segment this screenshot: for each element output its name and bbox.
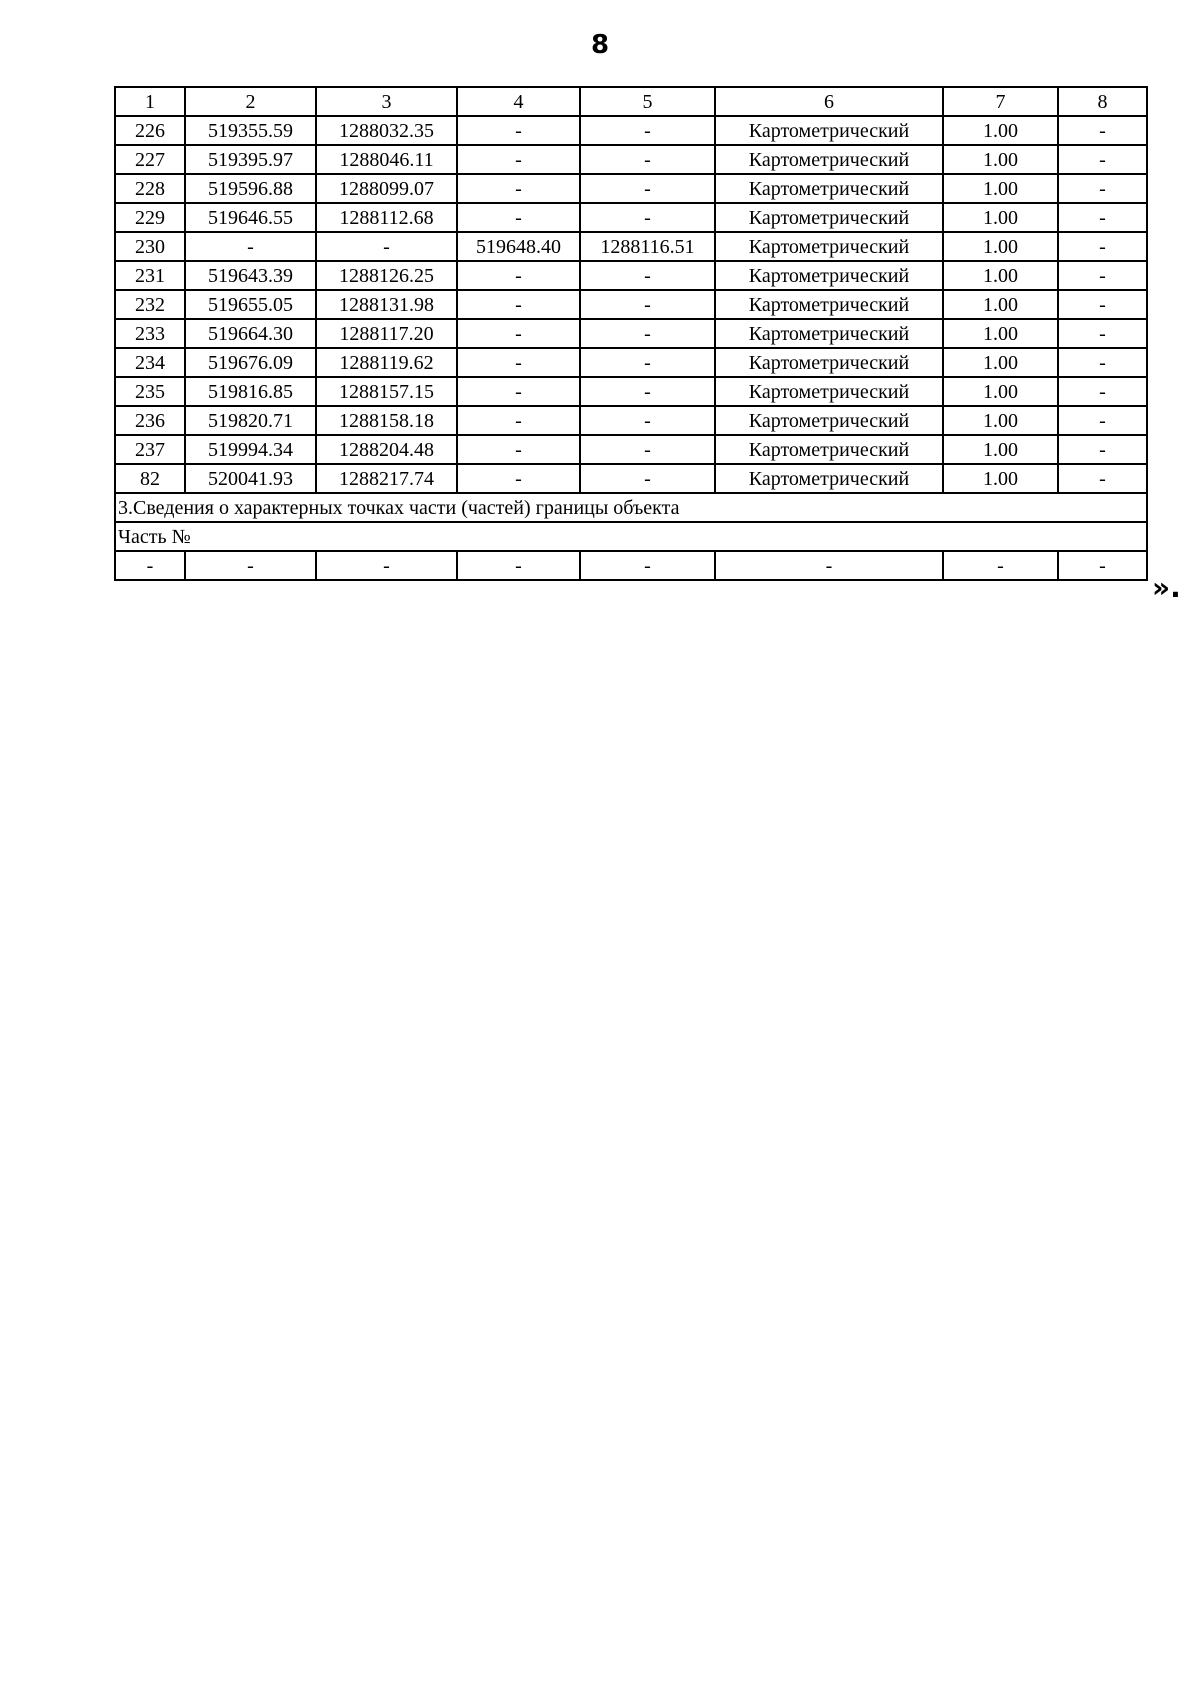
- table-row: [115, 290, 1147, 319]
- table-cell: Картометрический: [715, 435, 943, 464]
- table-row: [115, 348, 1147, 377]
- table-cell: -: [457, 406, 580, 435]
- table-cell: -: [1058, 261, 1147, 290]
- table-cell: 520041.93: [185, 464, 316, 493]
- table-cell: -: [580, 203, 715, 232]
- table-cell: 230: [115, 232, 185, 261]
- table-cell: 1.00: [943, 464, 1058, 493]
- table-cell: -: [457, 174, 580, 203]
- table-cell: 1288116.51: [580, 232, 715, 261]
- table-row: [115, 406, 1147, 435]
- table-cell: Картометрический: [715, 348, 943, 377]
- part-label-row: [115, 522, 1147, 551]
- table-cell: -: [580, 377, 715, 406]
- table-cell: 1.00: [943, 174, 1058, 203]
- table-cell: Картометрический: [715, 232, 943, 261]
- table-cell: 229: [115, 203, 185, 232]
- table-cell: Картометрический: [715, 319, 943, 348]
- table-cell: 519820.71: [185, 406, 316, 435]
- table-cell: -: [457, 261, 580, 290]
- table-cell: 1288131.98: [316, 290, 457, 319]
- table-cell: 519816.85: [185, 377, 316, 406]
- table-cell: 1.00: [943, 406, 1058, 435]
- table-cell: 1288158.18: [316, 406, 457, 435]
- table-cell: 1.00: [943, 348, 1058, 377]
- table-cell: -: [943, 551, 1058, 580]
- table-cell: Картометрический: [715, 464, 943, 493]
- table-row: [115, 319, 1147, 348]
- table-cell: -: [1058, 435, 1147, 464]
- table-cell: -: [1058, 464, 1147, 493]
- table-cell: -: [185, 551, 316, 580]
- table-cell: -: [1058, 406, 1147, 435]
- table-row: [115, 145, 1147, 174]
- header-cell: 6: [715, 87, 943, 116]
- table-cell: -: [457, 377, 580, 406]
- table-cell: -: [1058, 203, 1147, 232]
- table-cell: -: [457, 290, 580, 319]
- header-cell: 8: [1058, 87, 1147, 116]
- table-cell: -: [580, 464, 715, 493]
- table-cell: 1.00: [943, 145, 1058, 174]
- table-row: [115, 203, 1147, 232]
- table-cell: -: [580, 116, 715, 145]
- table-cell: -: [1058, 116, 1147, 145]
- table-cell: -: [580, 290, 715, 319]
- boundary-points-table: [114, 86, 1148, 581]
- table-cell: 232: [115, 290, 185, 319]
- table-cell: 233: [115, 319, 185, 348]
- section3-title: 3.Сведения о характерных точках части (частей) границы объекта: [115, 493, 1147, 522]
- table-cell: -: [1058, 348, 1147, 377]
- table-row: [115, 116, 1147, 145]
- table-cell: Картометрический: [715, 377, 943, 406]
- table-cell: 1288099.07: [316, 174, 457, 203]
- table-cell: -: [115, 551, 185, 580]
- table-row: [115, 232, 1147, 261]
- table-cell: 519395.97: [185, 145, 316, 174]
- table-cell: 1.00: [943, 377, 1058, 406]
- table-cell: -: [1058, 551, 1147, 580]
- table-header-row: [115, 87, 1147, 116]
- table-cell: 519655.05: [185, 290, 316, 319]
- table-cell: -: [580, 435, 715, 464]
- table-cell: Картометрический: [715, 290, 943, 319]
- header-cell: 4: [457, 87, 580, 116]
- table-cell: -: [1058, 145, 1147, 174]
- table-cell: 1.00: [943, 435, 1058, 464]
- table-cell: 519643.39: [185, 261, 316, 290]
- table-cell: 1.00: [943, 116, 1058, 145]
- section3-title-row: [115, 493, 1147, 522]
- header-cell: 7: [943, 87, 1058, 116]
- table-cell: -: [1058, 174, 1147, 203]
- table-cell: -: [1058, 377, 1147, 406]
- table-cell: -: [1058, 290, 1147, 319]
- table-row: [115, 377, 1147, 406]
- page-number: 8: [590, 30, 610, 60]
- table-cell: 227: [115, 145, 185, 174]
- table-row: [115, 261, 1147, 290]
- header-cell: 1: [115, 87, 185, 116]
- header-cell: 5: [580, 87, 715, 116]
- table-cell: -: [1058, 319, 1147, 348]
- table-cell: 519646.55: [185, 203, 316, 232]
- table-cell: -: [316, 551, 457, 580]
- table-cell: 228: [115, 174, 185, 203]
- table-row: [115, 174, 1147, 203]
- table-cell: -: [580, 551, 715, 580]
- table-cell: 237: [115, 435, 185, 464]
- table-cell: -: [580, 319, 715, 348]
- table-cell: -: [457, 435, 580, 464]
- table-cell: -: [580, 406, 715, 435]
- table-cell: 1288119.62: [316, 348, 457, 377]
- table-cell: 82: [115, 464, 185, 493]
- table-body: [115, 87, 1147, 580]
- table-cell: 1288046.11: [316, 145, 457, 174]
- table-cell: -: [1058, 232, 1147, 261]
- table-cell: -: [457, 348, 580, 377]
- table-cell: 519596.88: [185, 174, 316, 203]
- table-cell: 226: [115, 116, 185, 145]
- table-cell: 235: [115, 377, 185, 406]
- table-cell: 234: [115, 348, 185, 377]
- closing-quote-mark: ».: [1152, 571, 1181, 604]
- table-cell: Картометрический: [715, 203, 943, 232]
- table-cell: -: [457, 116, 580, 145]
- header-cell: 3: [316, 87, 457, 116]
- table-cell: 1.00: [943, 319, 1058, 348]
- table-cell: Картометрический: [715, 174, 943, 203]
- table-cell: Картометрический: [715, 145, 943, 174]
- table-cell: 1288112.68: [316, 203, 457, 232]
- table-cell: -: [580, 348, 715, 377]
- table-cell: 231: [115, 261, 185, 290]
- table-cell: -: [457, 464, 580, 493]
- table-cell: 1288157.15: [316, 377, 457, 406]
- table-cell: 1.00: [943, 232, 1058, 261]
- table-cell: -: [580, 261, 715, 290]
- table-cell: 519676.09: [185, 348, 316, 377]
- table-cell: Картометрический: [715, 116, 943, 145]
- table-row: [115, 435, 1147, 464]
- table-cell: -: [580, 174, 715, 203]
- table-row: [115, 464, 1147, 493]
- table-cell: 1288204.48: [316, 435, 457, 464]
- table-cell: -: [580, 145, 715, 174]
- table-cell: 1288117.20: [316, 319, 457, 348]
- table-cell: -: [457, 551, 580, 580]
- table-cell: -: [185, 232, 316, 261]
- table-cell: -: [457, 203, 580, 232]
- table-cell: Картометрический: [715, 261, 943, 290]
- table-cell: 1288032.35: [316, 116, 457, 145]
- table-cell: -: [715, 551, 943, 580]
- table-cell: 1.00: [943, 261, 1058, 290]
- table-cell: -: [457, 319, 580, 348]
- table-cell: 236: [115, 406, 185, 435]
- part-label: Часть №: [115, 522, 1147, 551]
- table-cell: 1288217.74: [316, 464, 457, 493]
- table-cell: 519648.40: [457, 232, 580, 261]
- table-cell: -: [457, 145, 580, 174]
- table-cell: 1.00: [943, 203, 1058, 232]
- table-cell: 1.00: [943, 290, 1058, 319]
- table-cell: Картометрический: [715, 406, 943, 435]
- header-cell: 2: [185, 87, 316, 116]
- empty-part-row: [115, 551, 1147, 580]
- table-cell: 519355.59: [185, 116, 316, 145]
- table-cell: -: [316, 232, 457, 261]
- table-cell: 519664.30: [185, 319, 316, 348]
- table-cell: 519994.34: [185, 435, 316, 464]
- table-cell: 1288126.25: [316, 261, 457, 290]
